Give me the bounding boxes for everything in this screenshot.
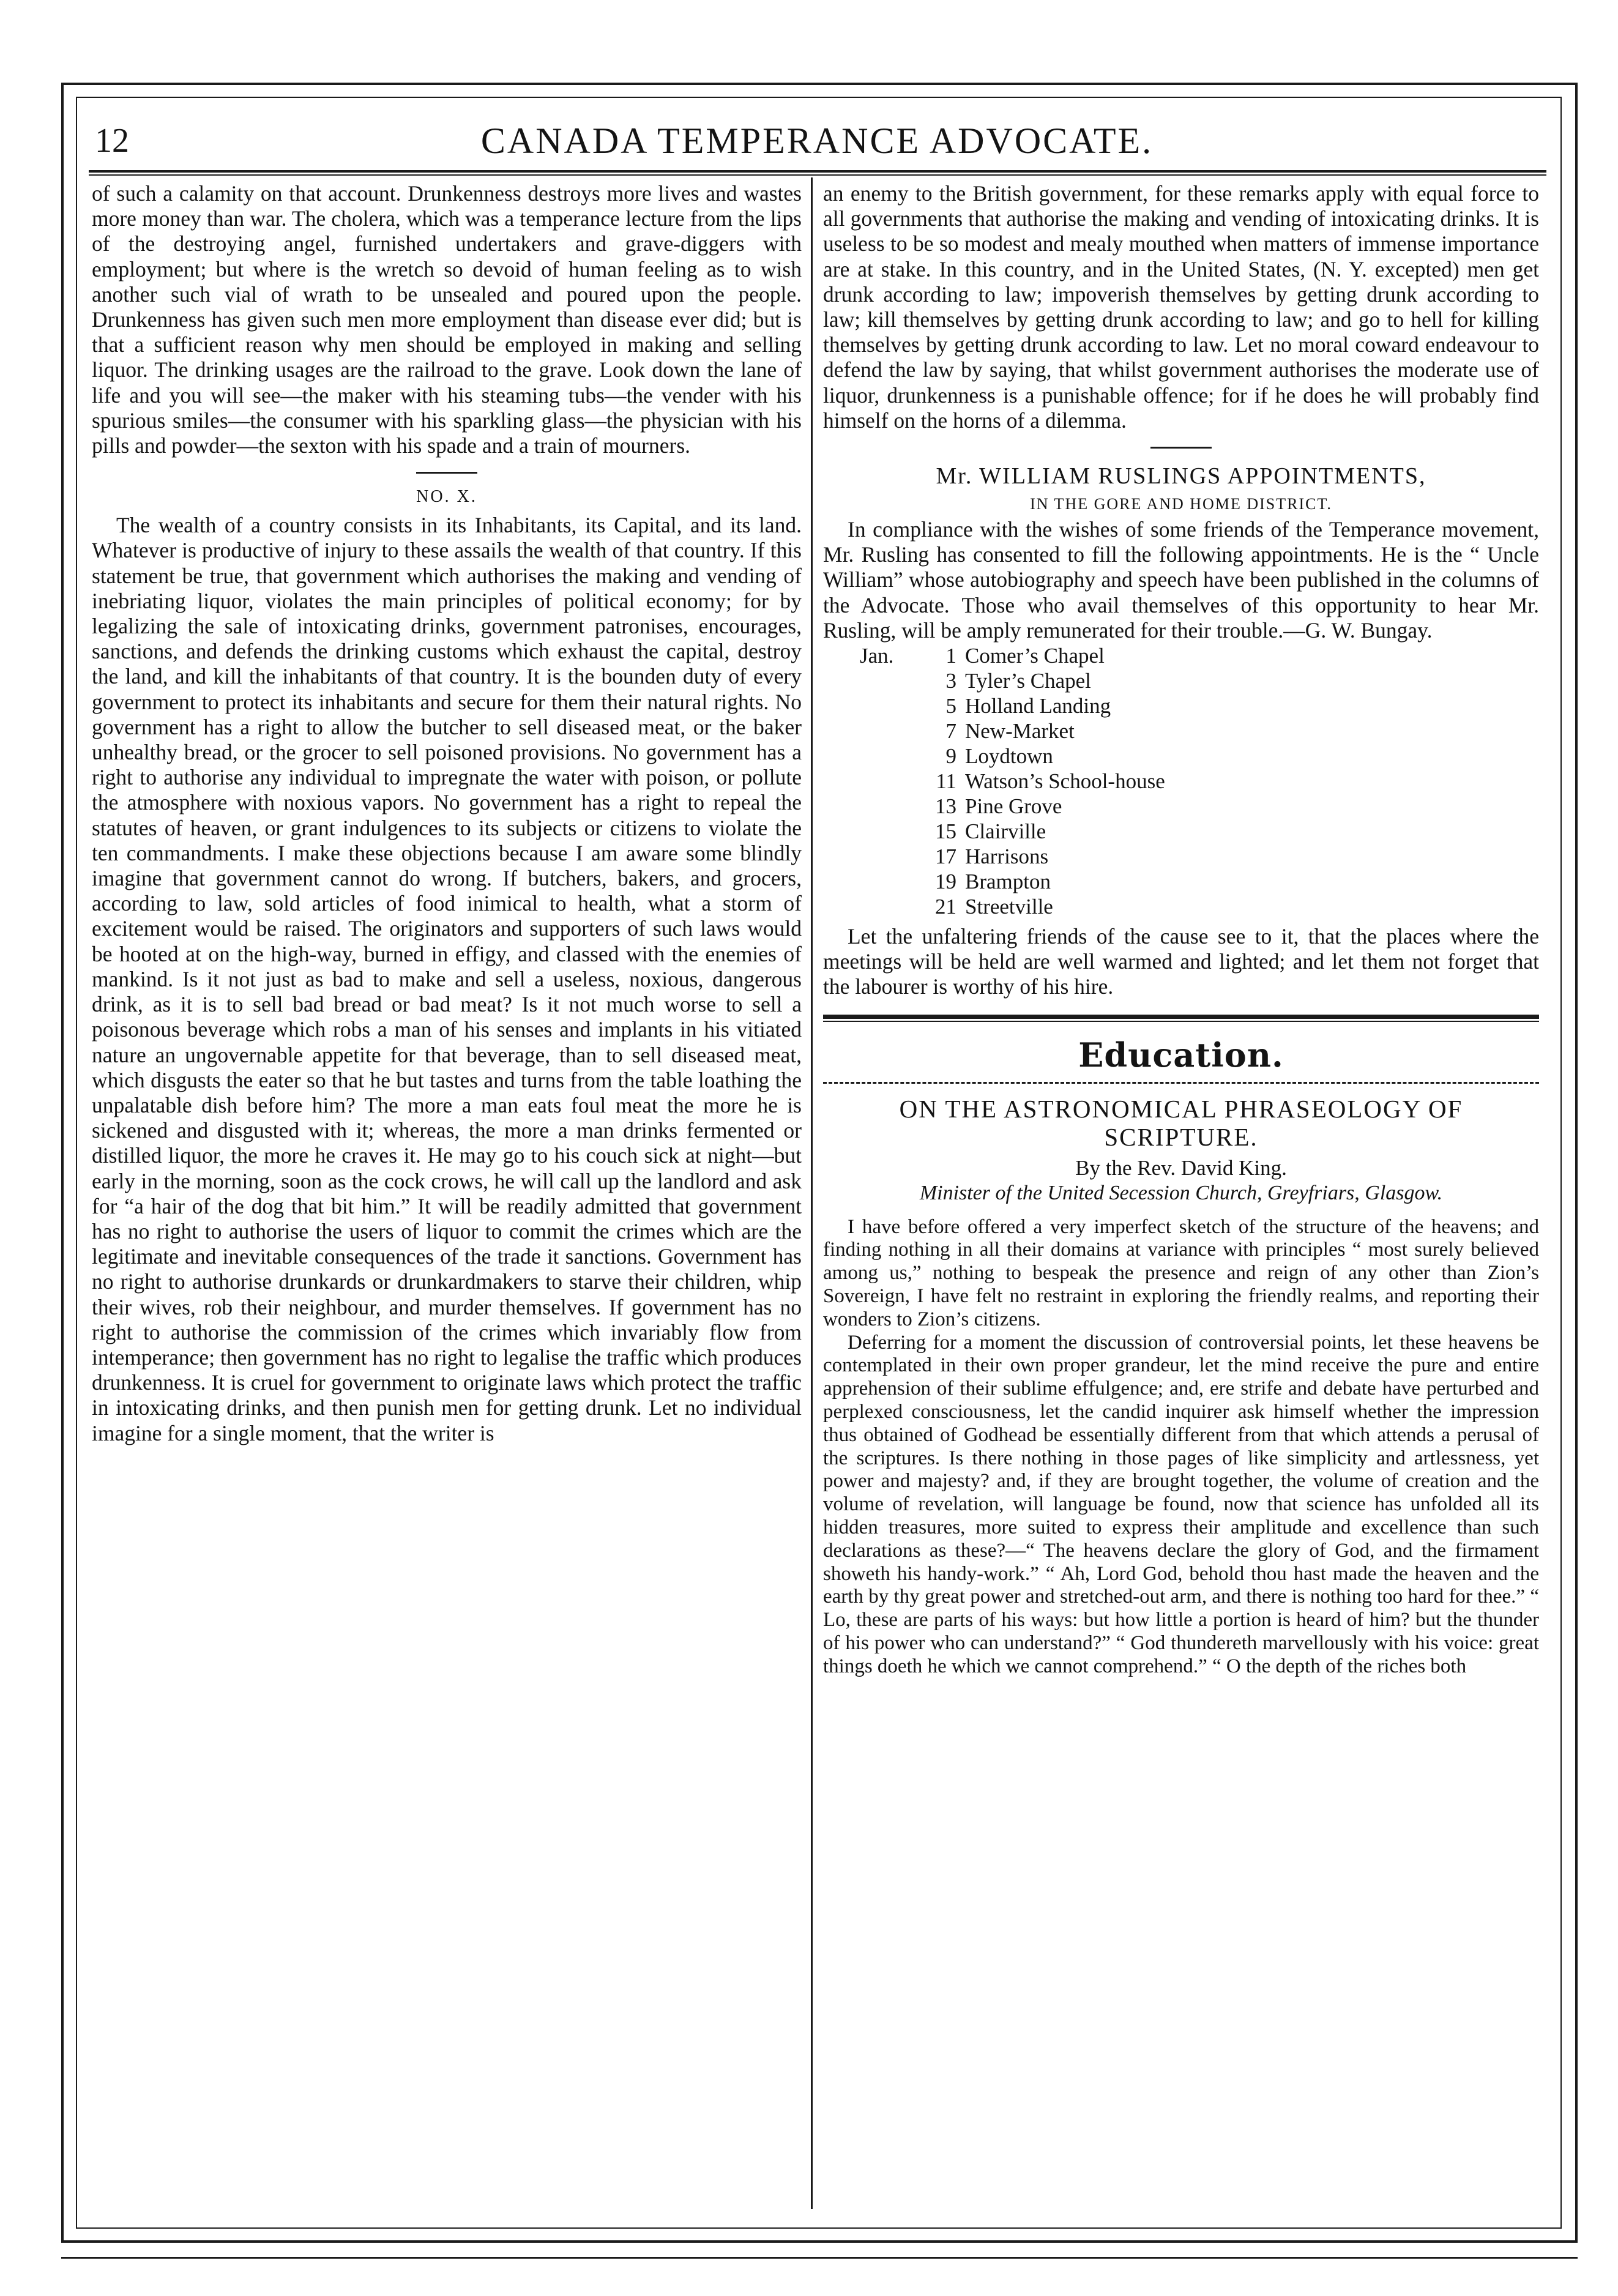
appointments-list xyxy=(860,643,1539,919)
list-item: 15 Clairville xyxy=(935,819,1046,844)
list-item: 19 Brampton xyxy=(935,870,1051,894)
appointments-intro: In compliance with the wishes of some friends of the Temperance movement, Mr. Rusling has consented to fill the following appointments. He is the “ Uncle William” whose autobiography and speech have been published in the columns of the Advocate. Those who avail themselves of this opportunity to hear Mr. Rusling, will be amply remunerated for their trouble.—G. W. Bungay. xyxy=(823,517,1539,643)
list-item: 11 Watson’s School-house xyxy=(936,769,1165,794)
column-divider xyxy=(811,177,813,2209)
article-affiliation: Minister of the United Secession Church, Greyfriars, Glasgow. xyxy=(919,1181,1443,1204)
article-paragraph: Deferring for a moment the discussion of controversial points, let these heavens be contemplated in their own proper grandeur, let the mind receive the pure and entire apprehension of their sublime effulgence; and, ere strife and debate have perturbed and perplexed consciousness, let the candid inquirer ask himself whether the impression thus obtained of Godhead be essentially different from that which attends a perusal of the scriptures. Is there nothing in those pages of like simplicity and artlessness, yet power and majesty? and, if they are brought together, the volume of creation and the volume of revelation, will language be found, now that science has unfolded all its hidden treasures, more suited to express their amplitude and excellence than such declarations as these?—“ The heavens declare the glory of God, and the firmament showeth his handy-work.” “ Ah, Lord God, behold thou hast made the heaven and the earth by thy great power and stretched-out arm, and there is nothing too hard for thee.” “ Lo, these are parts of his ways: but how little a portion is heard of him? but the thunder of his power who can understand?” “ God thundereth marvellously with his voice: great things doeth he which we cannot comprehend.” “ O the depth of the riches both xyxy=(823,1331,1539,1677)
masthead-title: CANADA TEMPERANCE ADVOCATE. xyxy=(480,121,1154,161)
section-separator xyxy=(416,472,477,474)
header-rule xyxy=(89,170,1546,173)
list-item: 21 Streetville xyxy=(935,895,1053,919)
page-number: 12 xyxy=(95,122,129,160)
article-paragraph: I have before offered a very imperfect sketch of the structure of the heavens; and finding nothing in all their domains at variance with principles “ most surely believed among us,” nothing to bespeak the presence and reign of any other than Zion’s Sovereign, I have felt no restraint in exploring the friendly realms, and reporting their wonders to Zion’s citizens. xyxy=(823,1215,1539,1330)
left-paragraph-continuation: of such a calamity on that account. Drunkenness destroys more lives and wastes more money than war. The cholera, which was a temperance lecture from the lips of the destroying angel, furnished undertakers and grave-diggers with employment; but where is the wretch so devoid of human feeling as to wish another such vial of wrath to be unsealed and poured upon the people. Drunkenness has given such men more employment than disease ever did; but is that a sufficient reason why men should be employed in making and selling liquor. The drinking usages are the railroad to the grave. Look down the lane of life and you will see—the maker with his steaming tubs—the vender with his spurious smiles—the consumer with his sparkling glass—the physician with his pills and powder—the sexton with his spade and a train of mourners. xyxy=(92,181,802,458)
section-number-heading: NO. X. xyxy=(416,487,477,507)
education-section-heading: Education. xyxy=(1078,1035,1284,1075)
list-item: 9 Loydtown xyxy=(945,744,1053,769)
list-item: 3 Tyler’s Chapel xyxy=(945,669,1091,693)
bottom-rule xyxy=(61,2257,1578,2259)
article-byline: By the Rev. David King. xyxy=(1075,1155,1287,1180)
page-header xyxy=(89,110,1545,168)
appointments-title: Mr. WILLIAM RUSLINGS APPOINTMENTS, xyxy=(936,463,1426,490)
left-column xyxy=(92,181,802,1446)
list-item: 17 Harrisons xyxy=(935,844,1049,869)
appointments-subtitle: IN THE GORE AND HOME DISTRICT. xyxy=(1030,495,1332,513)
left-paragraph-no-x: The wealth of a country consists in its Inhabitants, its Capital, and its land. Whatever is productive of injury to these assails the wealth of that country. If this statement be true, that government which authorises the making and vending of inebriating liquor, violates the main principles of political economy; for by legalizing the sale of intoxicating drinks, government patronises, encourages, sanctions, and defends the drinking customs which exhaust the capital, destroy the land, and kill the inhabitants of that country. It is the bounden duty of every government to protect its inhabitants and secure for them their natural rights. No government has a right to allow the butcher to sell diseased meat, or the baker unhealthy bread, or the grocer to sell poisoned provisions. No government has a right to authorise any individual to impregnate the water with poison, or pollute the atmosphere with noxious vapors. No government has a right to repeal the statutes of heaven, or grant indulgences to its subjects or citizens to violate the ten commandments. I make these objections because I am aware some blindly imagine that government cannot do wrong. If butchers, bakers, and grocers, according to law, sold articles of food inimical to health, what a storm of excitement would be raised. The originators and supporters of such laws would be hooted at on the high-way, burned in effigy, and classed with the enemies of mankind. Is it not just as bad to make and sell a useless, noxious, dangerous drink, as it is to sell bad bread or bad meat? Is it not much worse to sell a poisonous beverage which robs a man of his senses and implants in his vitiated nature an ungovernable appetite for that beverage, than to sell diseased meat, which disgusts the eater so that he but tastes and turns from the table loathing the unpalatable dish before him? The more a man eats foul meat the more he is sickened and disgusted with it; whereas, the more a man drinks fermented or distilled liquor, the more he craves it. He may go to his couch sick at night—but early in the morning, soon as the cock crows, he will call up the landlord and ask for “a hair of the dog that bit him.” It will be readily admitted that government has no right to authorise the users of liquor to commit the crimes which are the legitimate and inevitable consequences of the trade it sanctions. Government has no right to authorise drunkards or drunkardmakers to starve their children, whip their wives, rob their neighbour, and murder themselves. If government has no right to authorise the commission of the crimes which invariably flow from intemperance; then government has no right to legalise the traffic which produces drunkenness. It is cruel for government to originate laws which protect the traffic in intoxicating drinks, and then punish men for getting drunk. Let no individual imagine for a single moment, that the writer is xyxy=(92,513,802,1445)
section-thin-rule xyxy=(823,1021,1539,1022)
list-item: 5 Holland Landing xyxy=(945,694,1111,718)
header-rule-thin xyxy=(89,174,1546,176)
right-paragraph-continuation: an enemy to the British government, for these remarks apply with equal force to all governments that authorise the making and vending of intoxicating drinks. It is useless to be so modest and mealy mouthed when matters of immense importance are at stake. In this country, and in the United States, (N. Y. excepted) men get drunk according to law; impoverish themselves by getting drunk according to law; kill themselves by getting drunk according to law; and go to hell for killing themselves by getting drunk according to law. Let no moral coward endeavour to defend the law by saying, that whilst government authorises the moderate use of liquor, drunkenness is a punishable offence; for if he does he will probably find himself on the horns of a dilemma. xyxy=(823,181,1539,433)
article-body xyxy=(823,1216,1539,1679)
article-title: ON THE ASTRONOMICAL PHRASEOLOGY OF SCRIPTURE. xyxy=(899,1094,1463,1151)
list-item: 13 Pine Grove xyxy=(935,794,1062,819)
list-item: 7 New-Market xyxy=(945,719,1075,744)
section-heavy-rule xyxy=(823,1015,1539,1019)
right-column xyxy=(823,181,1539,1679)
list-item: Jan. 1 Comer’s Chapel xyxy=(860,644,1105,668)
appointments-closing: Let the unfaltering friends of the cause see to it, that the places where the meetings will be held are well warmed and lighted; and let them not forget that the labourer is worthy of his hire. xyxy=(823,924,1539,999)
section-separator xyxy=(1150,447,1212,449)
dashed-rule xyxy=(823,1082,1539,1084)
